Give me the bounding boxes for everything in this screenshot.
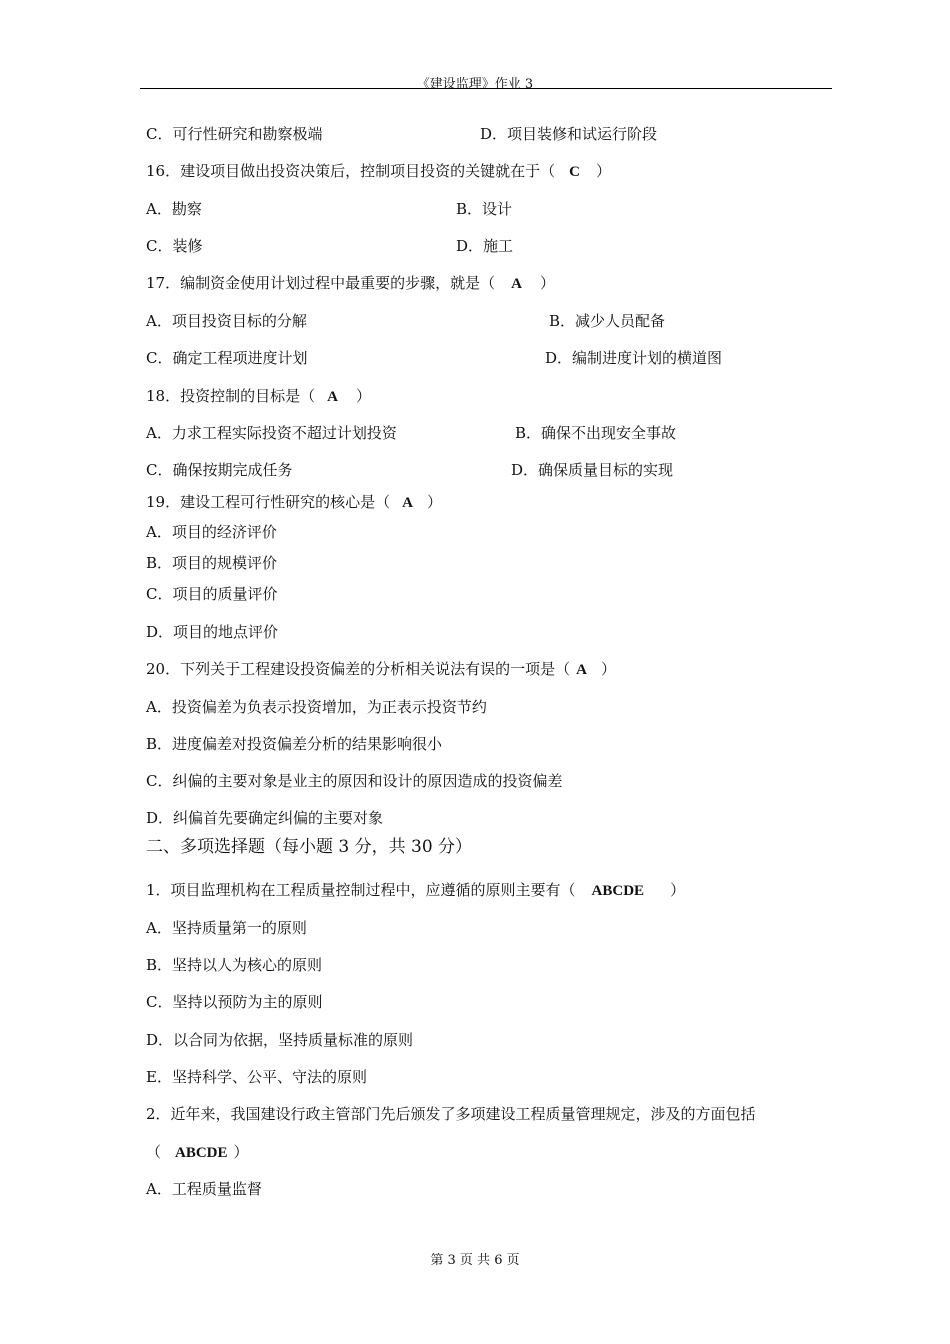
- option-line: C．坚持以预防为主的原则: [146, 993, 323, 1011]
- question-17: [146, 273, 555, 294]
- option-line: A．坚持质量第一的原则: [146, 919, 307, 937]
- option-line: A．项目投资目标的分解: [146, 312, 307, 330]
- option-line: C．装修: [146, 237, 203, 255]
- option-line: C．确定工程项进度计划: [146, 349, 308, 367]
- option-line: D．确保质量目标的实现: [511, 461, 674, 479]
- multi-question-2-answer: [146, 1142, 249, 1163]
- option-line: D．项目的地点评价: [146, 623, 279, 641]
- question-close: ）: [233, 1143, 249, 1161]
- option-line: B．减少人员配备: [549, 312, 666, 330]
- option-line: A．工程质量监督: [146, 1180, 262, 1198]
- question-close: ）: [355, 387, 371, 405]
- option-line: A．力求工程实际投资不超过计划投资: [146, 424, 397, 442]
- option-line: D．编制进度计划的横道图: [545, 349, 723, 367]
- option-line: D．纠偏首先要确定纠偏的主要对象: [146, 809, 384, 827]
- question-20: [146, 659, 616, 680]
- question-close: ）: [670, 881, 686, 899]
- option-line: C．确保按期完成任务: [146, 461, 293, 479]
- page-footer: 第 3 页 共 6 页: [430, 1253, 520, 1268]
- page-header-title: 《建设监理》作业 3: [416, 77, 534, 92]
- option-line: B．确保不出现安全事故: [515, 424, 677, 442]
- question-19: [146, 492, 442, 513]
- option-line: D．施工: [456, 237, 514, 255]
- option-line: B．坚持以人为核心的原则: [146, 956, 323, 974]
- question-close: ）: [595, 162, 611, 180]
- question-close: ）: [426, 493, 442, 511]
- question-close: ）: [539, 274, 555, 292]
- option-line: A．项目的经济评价: [146, 523, 277, 541]
- answer: ABCDE: [591, 883, 645, 899]
- option-line: A．勘察: [146, 200, 202, 218]
- question-text: 19．建设工程可行性研究的核心是（: [146, 493, 391, 511]
- question-text: 20．下列关于工程建设投资偏差的分析相关说法有误的一项是（: [146, 660, 571, 678]
- answer: A: [511, 276, 522, 292]
- question-16: [146, 161, 611, 182]
- question-text: 16．建设项目做出投资决策后，控制项目投资的关键就在于（: [146, 162, 556, 180]
- option-line: E．坚持科学、公平、守法的原则: [146, 1068, 367, 1086]
- multi-question-1: [146, 880, 685, 901]
- option-line: A．投资偏差为负表示投资增加，为正表示投资节约: [146, 698, 487, 716]
- question-18: [146, 386, 371, 407]
- answer: A: [402, 495, 413, 511]
- question-text: 1．项目监理机构在工程质量控制过程中，应遵循的原则主要有（: [146, 881, 576, 899]
- option-line: D．项目装修和试运行阶段: [480, 125, 658, 143]
- option-line: D．以合同为依据，坚持质量标准的原则: [146, 1031, 414, 1049]
- option-line: C．可行性研究和勘察极端: [146, 125, 323, 143]
- multi-question-2: 2．近年来，我国建设行政主管部门先后颁发了多项建设工程质量管理规定，涉及的方面包括: [146, 1105, 756, 1123]
- option-line: C．纠偏的主要对象是业主的原因和设计的原因造成的投资偏差: [146, 772, 563, 790]
- question-text: 18．投资控制的目标是（: [146, 387, 316, 405]
- header-rule: [140, 88, 832, 89]
- question-open: （: [146, 1143, 162, 1161]
- option-line: B．项目的规模评价: [146, 554, 278, 572]
- question-close: ）: [600, 660, 616, 678]
- question-text: 17．编制资金使用计划过程中最重要的步骤，就是（: [146, 274, 496, 292]
- answer: A: [576, 662, 587, 678]
- answer: ABCDE: [175, 1145, 228, 1161]
- option-line: B．进度偏差对投资偏差分析的结果影响很小: [146, 735, 443, 753]
- answer: A: [327, 389, 338, 405]
- section-title: 二、多项选择题（每小题 3 分，共 30 分）: [146, 837, 473, 857]
- option-line: C．项目的质量评价: [146, 585, 278, 603]
- option-line: B．设计: [456, 200, 513, 218]
- answer: C: [569, 164, 580, 180]
